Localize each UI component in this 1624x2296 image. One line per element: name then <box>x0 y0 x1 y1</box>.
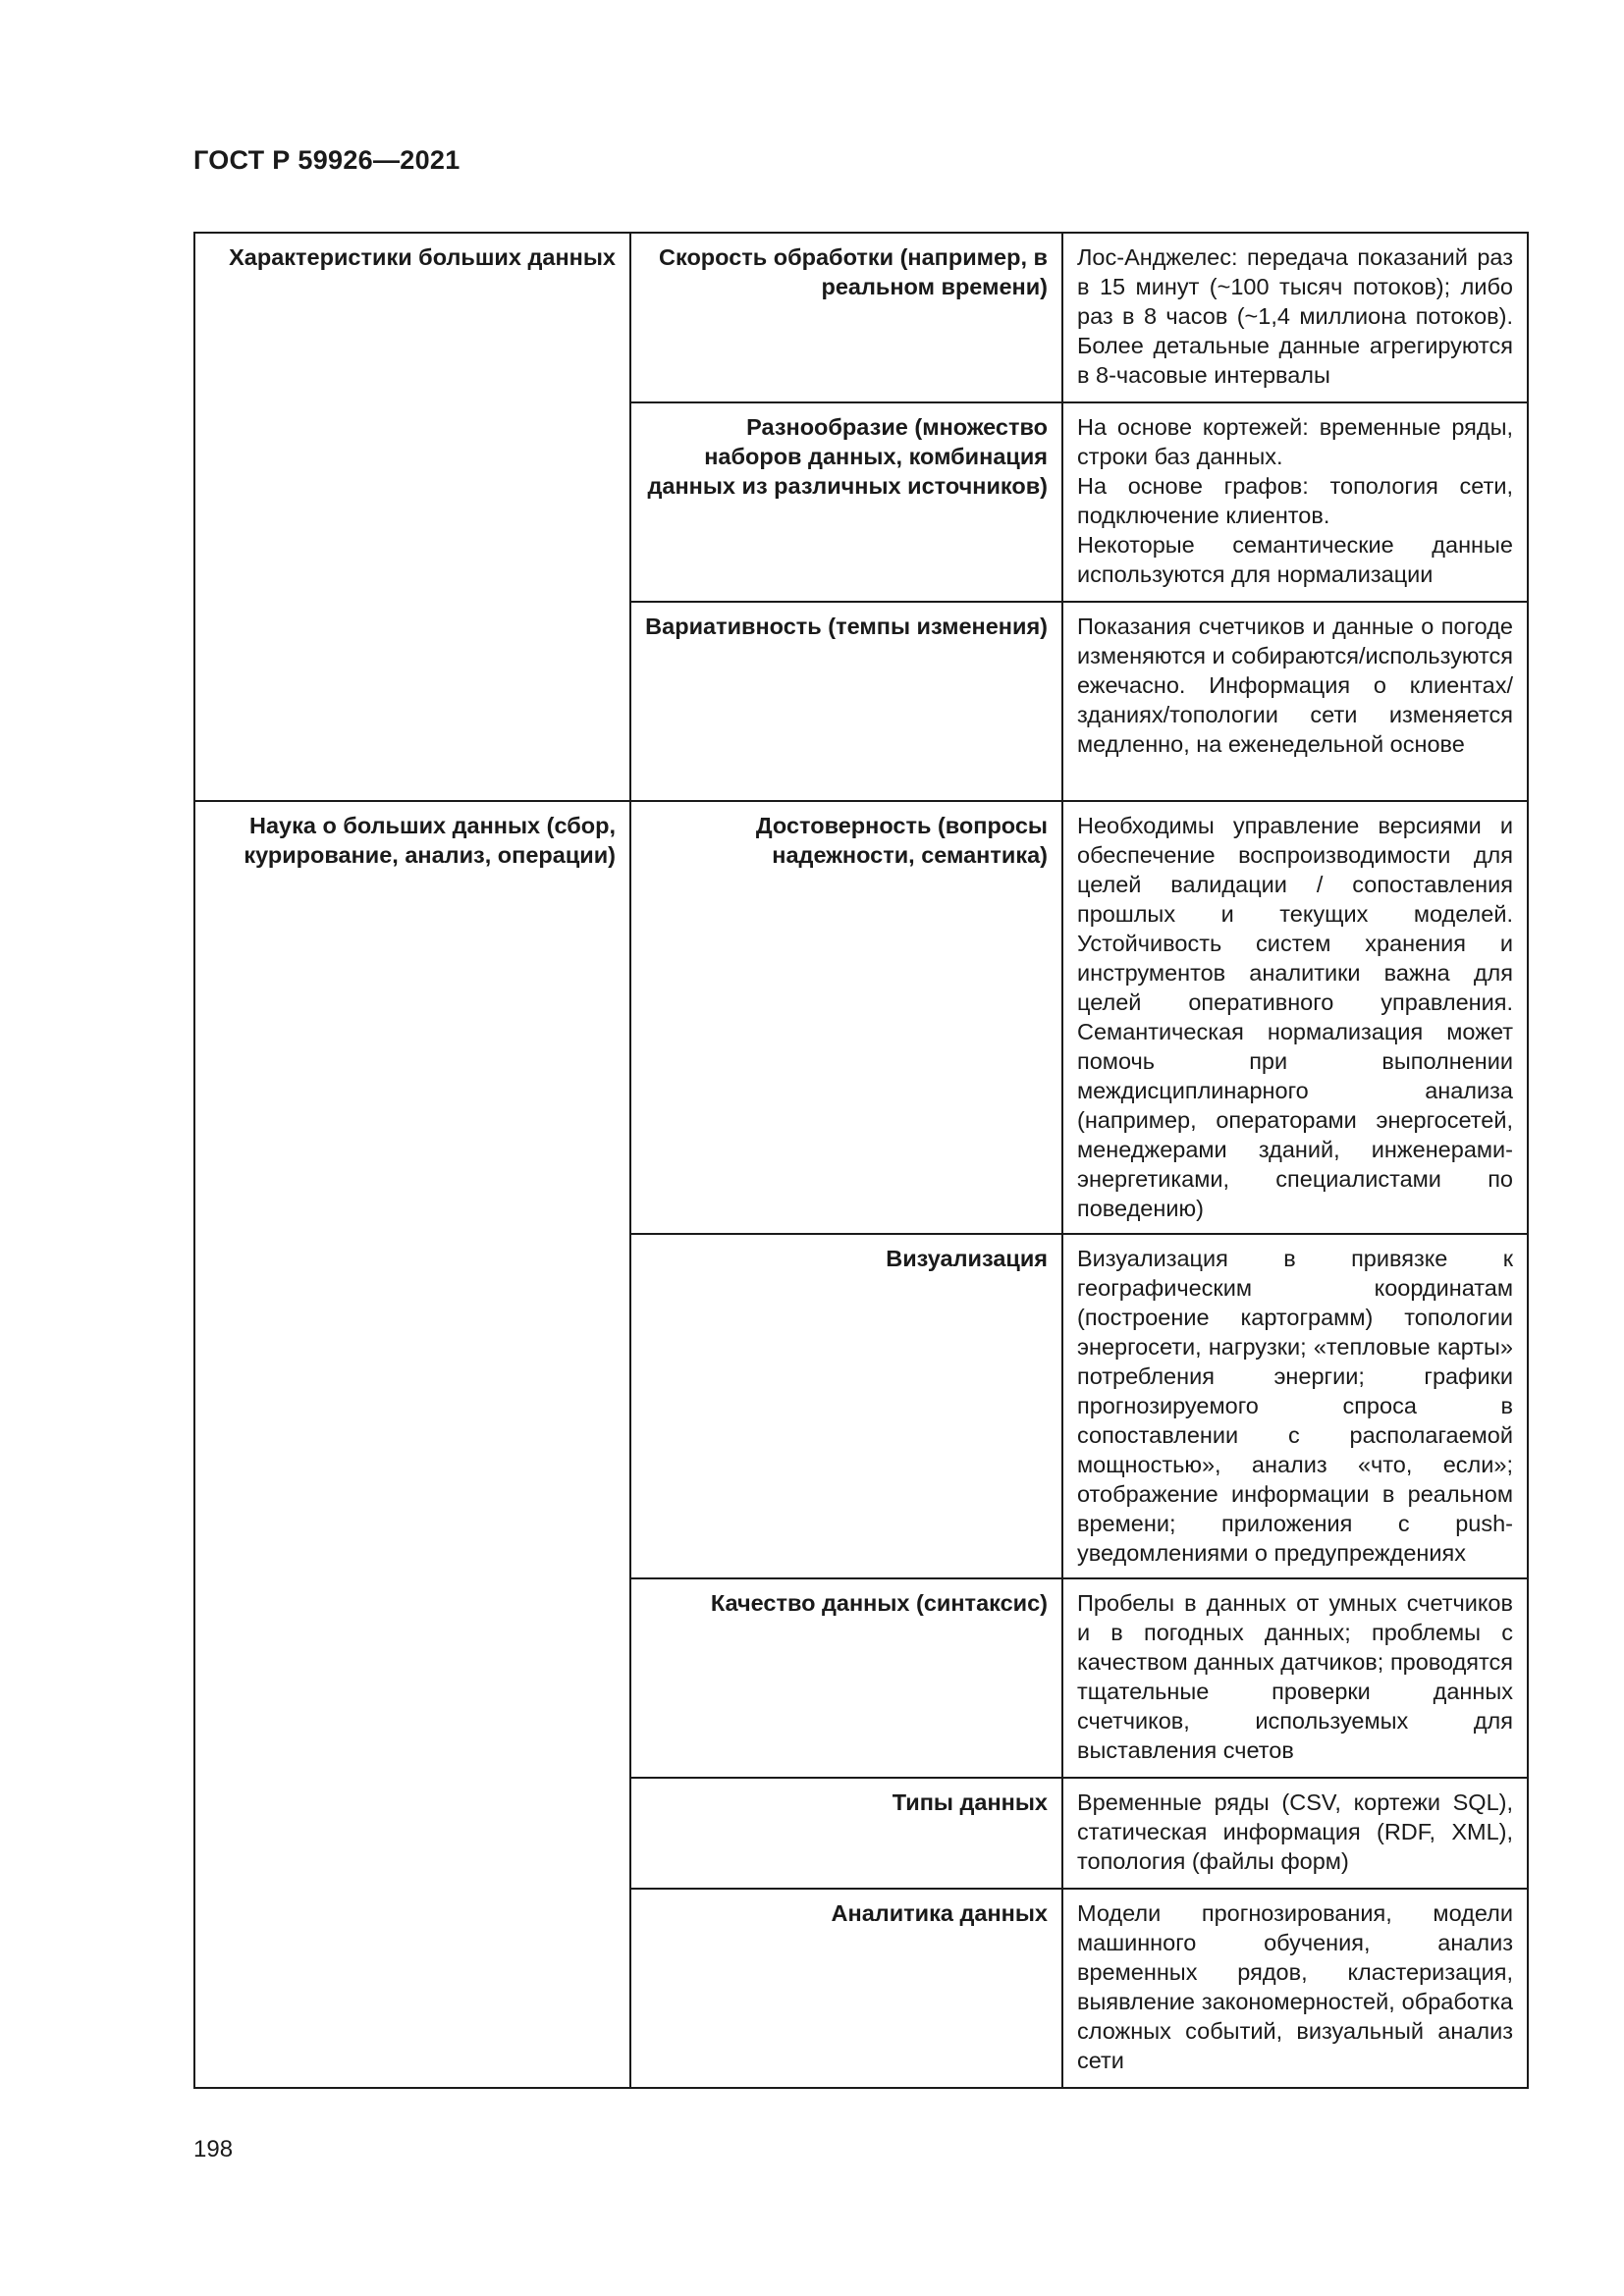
description-cell: Лос-Анджелес: передача показаний раз в 15 минут (~100 тысяч потоков); либо раз в 8 часов (~1,4 миллиона потоков). Более детальные данные агрегируются в 8-часовые интервалы <box>1062 233 1528 402</box>
feature-cell: Разнообразие (множество наборов данных, комбинация данных из различных источников) <box>630 402 1062 602</box>
description-cell: Модели прогнозирования, модели машинного обучения, анализ временных рядов, кластеризация, выявление закономерностей, обработка сложных событий, визуальный анализ сети <box>1062 1889 1528 2088</box>
category-cell: Наука о больших данных (сбор, курирование, анализ, операции) <box>194 801 630 2088</box>
table-row <box>194 801 1528 1234</box>
feature-cell: Аналитика данных <box>630 1889 1062 2088</box>
category-cell: Характеристики больших данных <box>194 233 630 801</box>
table-row <box>194 233 1528 402</box>
feature-cell: Типы данных <box>630 1778 1062 1889</box>
description-cell: Показания счетчиков и данные о погоде изменяются и собираются/используются ежечасно. Информация о клиентах/зданиях/топологии сети изменяется медленно, на еженедельной основе <box>1062 602 1528 801</box>
feature-cell: Качество данных (синтаксис) <box>630 1578 1062 1778</box>
page-number: 198 <box>193 2136 234 2163</box>
feature-cell: Вариативность (темпы изменения) <box>630 602 1062 801</box>
description-cell: Временные ряды (CSV, кортежи SQL), статическая информация (RDF, XML), топология (файлы форм) <box>1062 1778 1528 1889</box>
description-cell: Пробелы в данных от умных счетчиков и в погодных данных; проблемы с качеством данных датчиков; проводятся тщательные проверки данных счетчиков, используемых для выставления счетов <box>1062 1578 1528 1778</box>
description-line: Некоторые семантические данные используются для нормализации <box>1077 532 1513 587</box>
description-cell: Необходимы управление версиями и обеспечение воспроизводимости для целей валидации / сопоставления прошлых и текущих моделей. Устойчивость систем хранения и инструментов аналитики важна для целей оперативного управления. Семантическая нормализация может помочь при выполнении междисциплинарного анализа (например, операторами энергосетей, менеджерами зданий, инженерами-энергетиками, специалистами по поведению) <box>1062 801 1528 1234</box>
document-header: ГОСТ Р 59926—2021 <box>193 145 460 175</box>
description-cell: Визуализация в привязке к географическим координатам (построение картограмм) топологии энергосети, нагрузки; «тепловые карты» потребления энергии; графики прогнозируемого спроса в сопоставлении с располагаемой мощностью», анализ «что, если»; отображение информации в реальном времени; приложения с push-уведомлениями о предупреждениях <box>1062 1234 1528 1578</box>
description-line: На основе кортежей: временные ряды, строки баз данных. <box>1077 414 1513 469</box>
description-cell <box>1062 402 1528 602</box>
feature-cell: Скорость обработки (например, в реальном времени) <box>630 233 1062 402</box>
feature-cell: Достоверность (вопросы надежности, семантика) <box>630 801 1062 1234</box>
description-line: На основе графов: топология сети, подключение клиентов. <box>1077 473 1513 528</box>
feature-cell: Визуализация <box>630 1234 1062 1578</box>
characteristics-table <box>193 232 1529 2089</box>
